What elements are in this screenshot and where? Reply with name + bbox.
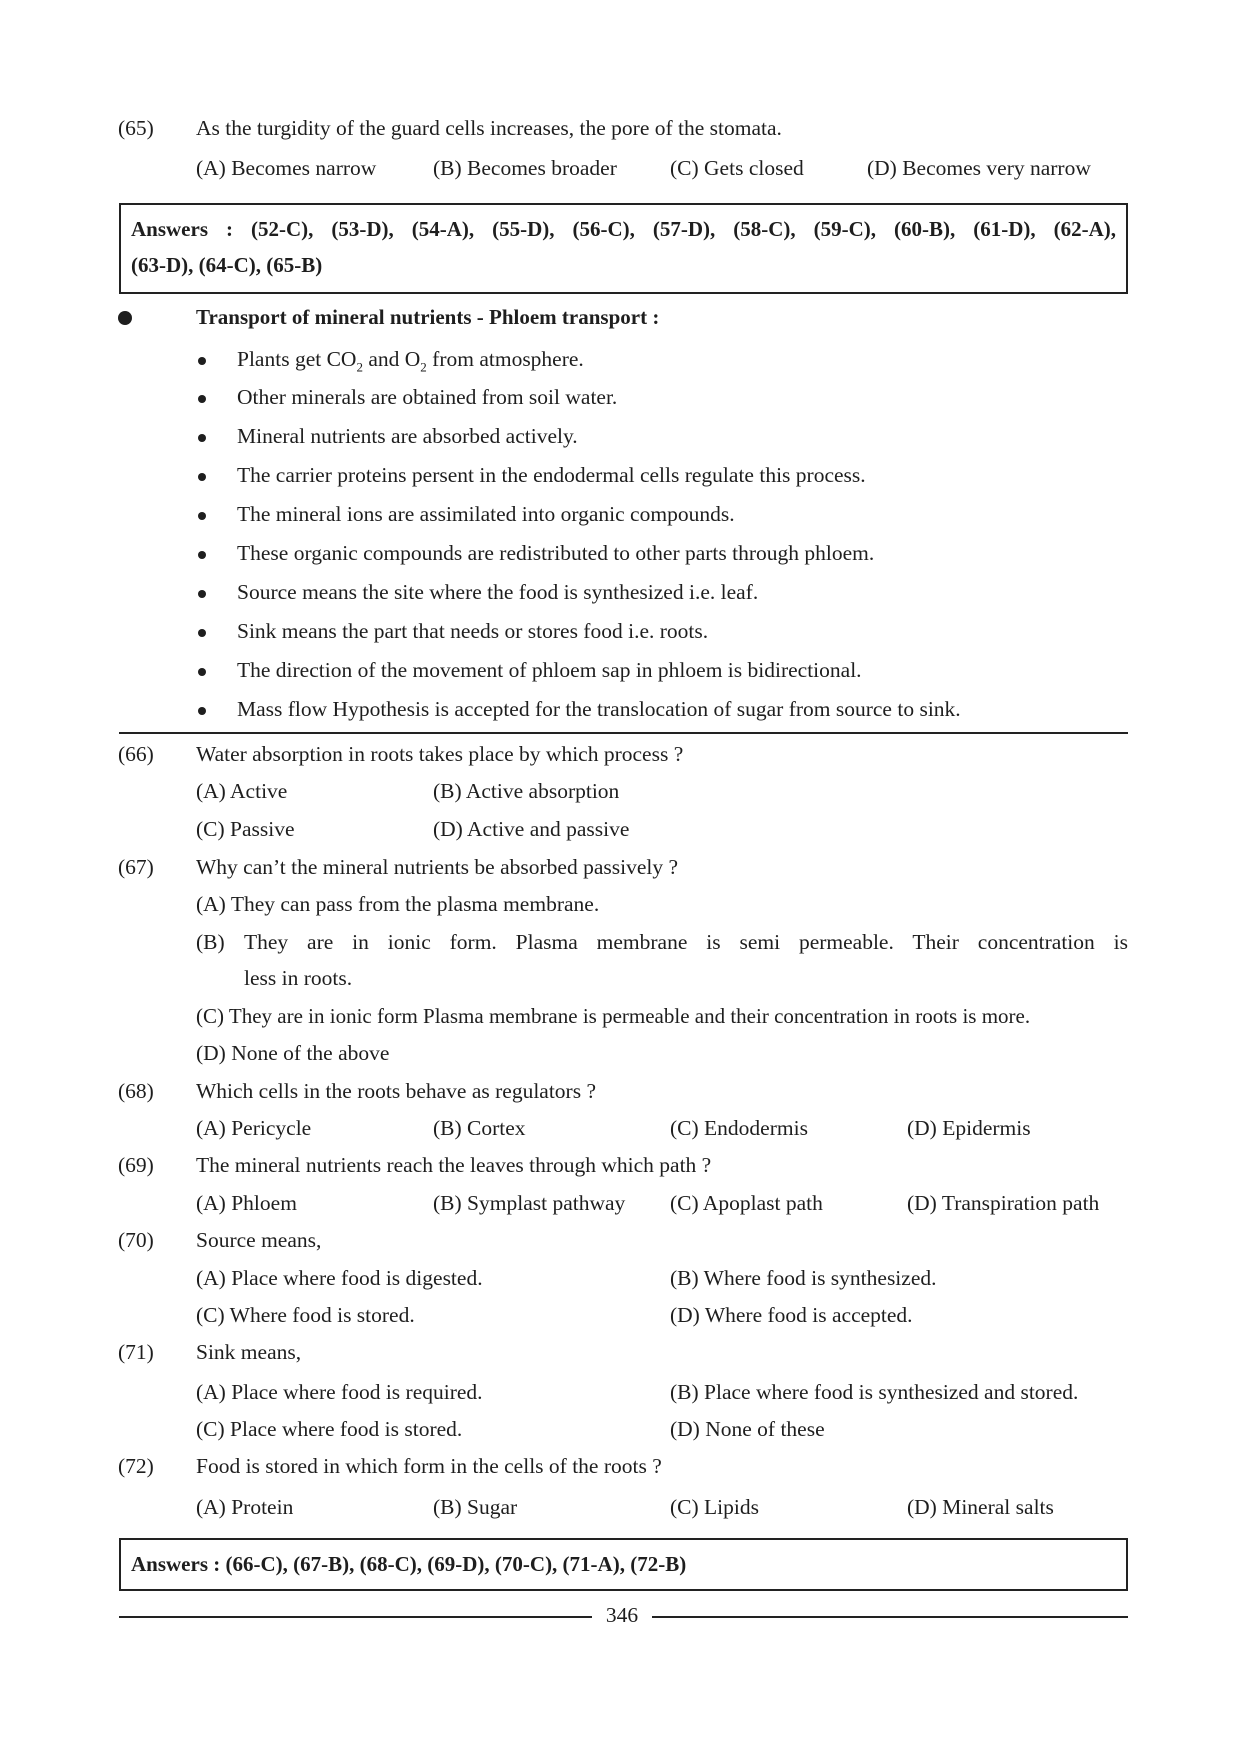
question-number: (67) [118, 855, 154, 879]
question-number: (71) [118, 1340, 154, 1364]
question-number: (72) [118, 1454, 154, 1478]
list-item: Plants get $CO_2$ and $O_2$ from atmosphere. [237, 347, 584, 375]
list-item: Source means the site where the food is synthesized i.e. leaf. [237, 580, 759, 604]
option-d: (D) Epidermis [907, 1116, 1031, 1140]
option-b: (B) Becomes broader [433, 156, 617, 180]
list-item: The direction of the movement of phloem sap in phloem is bidirectional. [237, 658, 862, 682]
section-heading: Transport of mineral nutrients - Phloem transport : [196, 305, 660, 329]
option-c: (C) Endodermis [670, 1116, 808, 1140]
list-bullet [198, 357, 206, 365]
question-number: (66) [118, 742, 154, 766]
list-item: These organic compounds are redistributed to other parts through phloem. [237, 541, 875, 565]
list-item: Other minerals are obtained from soil water. [237, 385, 618, 409]
question-text: Food is stored in which form in the cells of the roots ? [196, 1454, 662, 1478]
list-item: Sink means the part that needs or stores food i.e. roots. [237, 619, 709, 643]
option-a: (A) Protein [196, 1495, 294, 1519]
answers-line-1: Answers : (52-C), (53-D), (54-A), (55-D), (56-C), (57-D), (58-C), (59-C), (60-B), (61-D), (62-A), [131, 217, 1116, 241]
answers-box [119, 1538, 1128, 1591]
option-a: (A) Place where food is required. [196, 1380, 483, 1404]
list-item: Mass flow Hypothesis is accepted for the translocation of sugar from source to sink. [237, 697, 961, 721]
option-c: (C) Place where food is stored. [196, 1417, 463, 1441]
option-d: (D) None of the above [196, 1041, 390, 1065]
question-number: (70) [118, 1228, 154, 1252]
list-bullet [198, 473, 206, 481]
question-text: Sink means, [196, 1340, 302, 1364]
option-d: (D) None of these [670, 1417, 825, 1441]
list-bullet [198, 629, 206, 637]
answers-box [119, 203, 1128, 294]
list-bullet [198, 707, 206, 715]
option-d: (D) Becomes very narrow [867, 156, 1091, 180]
option-d: (D) Where food is accepted. [670, 1303, 913, 1327]
list-bullet [198, 668, 206, 676]
option-b: (B) Where food is synthesized. [670, 1266, 937, 1290]
list-bullet [198, 590, 206, 598]
page-number: 346 [605, 1603, 639, 1627]
option-c: (C) Apoplast path [670, 1191, 823, 1215]
option-b: (B) Symplast pathway [433, 1191, 626, 1215]
option-b-label: (B) [196, 930, 225, 954]
option-b: (B) Sugar [433, 1495, 518, 1519]
option-a: (A) They can pass from the plasma membrane. [196, 892, 600, 916]
option-c: (C) They are in ionic form Plasma membrane is permeable and their concentration in roots is more. [196, 1004, 1031, 1028]
footer-rule-right [652, 1616, 1128, 1618]
section-divider [119, 732, 1128, 734]
option-a: (A) Phloem [196, 1191, 297, 1215]
question-text: Which cells in the roots behave as regulators ? [196, 1079, 596, 1103]
answers-line-1: Answers : (66-C), (67-B), (68-C), (69-D), (70-C), (71-A), (72-B) [131, 1552, 687, 1576]
question-text: Why can’t the mineral nutrients be absorbed passively ? [196, 855, 679, 879]
list-bullet [198, 551, 206, 559]
option-c: (C) Lipids [670, 1495, 759, 1519]
question-number: (65) [118, 116, 154, 140]
option-b [244, 932, 1128, 954]
option-a: (A) Active [196, 779, 288, 803]
list-bullet [198, 512, 206, 520]
question-text: The mineral nutrients reach the leaves through which path ? [196, 1153, 712, 1177]
question-number: (69) [118, 1153, 154, 1177]
option-b: (B) Active absorption [433, 779, 620, 803]
question-text: As the turgidity of the guard cells increases, the pore of the stomata. [196, 116, 782, 140]
option-d: (D) Active and passive [433, 817, 630, 841]
option-d: (D) Mineral salts [907, 1495, 1054, 1519]
list-item: The mineral ions are assimilated into organic compounds. [237, 502, 735, 526]
option-a: (A) Pericycle [196, 1116, 312, 1140]
list-bullet [198, 395, 206, 403]
option-a: (A) Place where food is digested. [196, 1266, 483, 1290]
section-bullet [118, 311, 132, 325]
option-b: (B) Place where food is synthesized and stored. [670, 1380, 1079, 1404]
option-c: (C) Where food is stored. [196, 1303, 415, 1327]
question-text: Source means, [196, 1228, 322, 1252]
list-bullet [198, 434, 206, 442]
option-a: (A) Becomes narrow [196, 156, 377, 180]
list-item: Mineral nutrients are absorbed actively. [237, 424, 578, 448]
option-b: (B) Cortex [433, 1116, 526, 1140]
option-c: (C) Passive [196, 817, 295, 841]
question-number: (68) [118, 1079, 154, 1103]
option-c: (C) Gets closed [670, 156, 804, 180]
footer-rule-left [119, 1616, 592, 1618]
option-d: (D) Transpiration path [907, 1191, 1100, 1215]
list-item: The carrier proteins persent in the endodermal cells regulate this process. [237, 463, 866, 487]
question-text: Water absorption in roots takes place by which process ? [196, 742, 684, 766]
answers-line-2: (63-D), (64-C), (65-B) [131, 253, 323, 277]
option-b-line-1: They are in ionic form. Plasma membrane is semi permeable. Their concentration is [244, 930, 1128, 954]
option-b-line-2: less in roots. [244, 966, 353, 990]
